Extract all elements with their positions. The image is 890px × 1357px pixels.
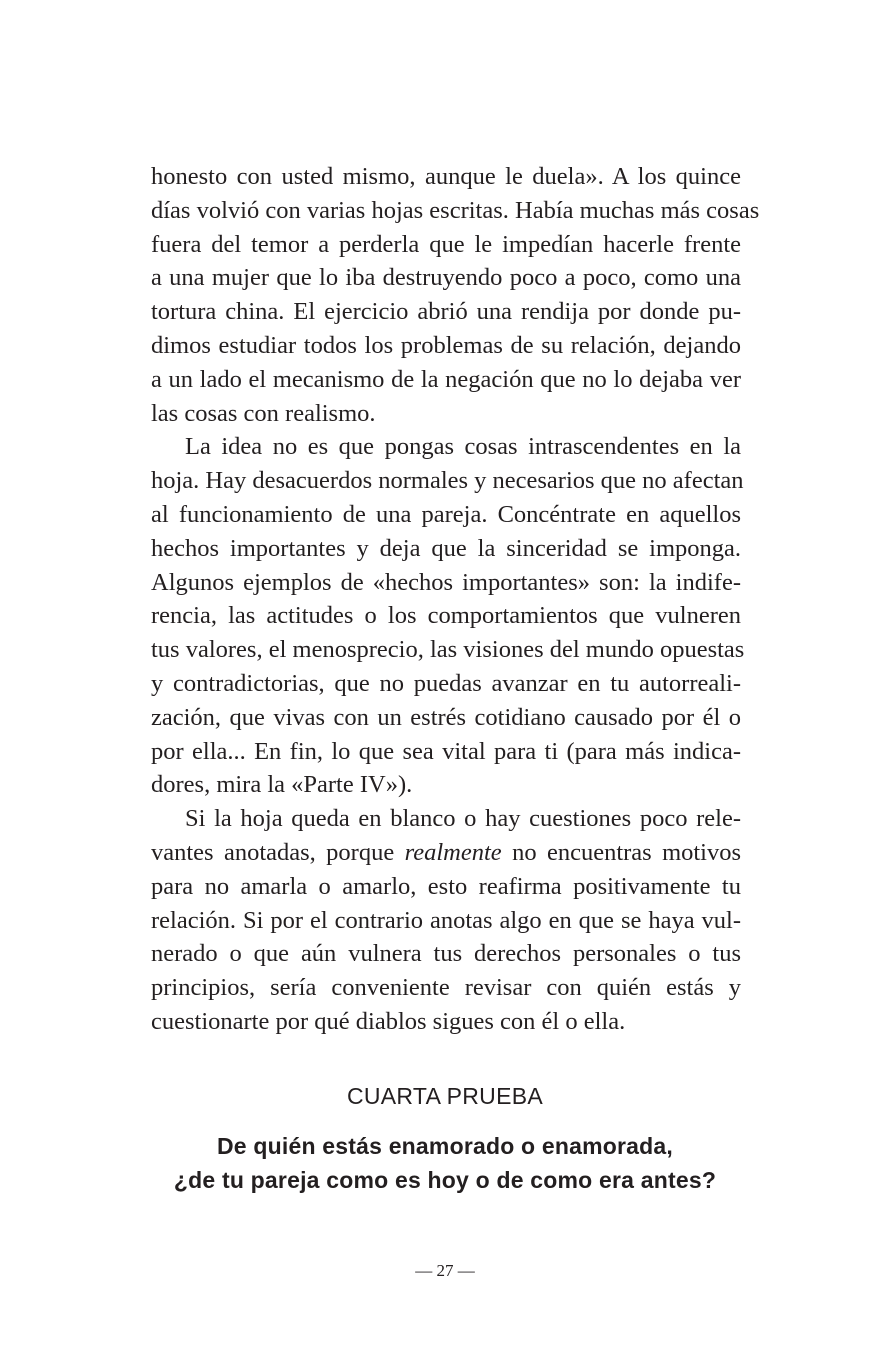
text-line: Si la hoja queda en blanco o hay cuestiones poco rele-	[185, 805, 741, 833]
text-segment: vantes anotadas, porque	[151, 838, 395, 866]
text-line: rencia, las actitudes o los comportamientos que vulneren	[151, 602, 741, 630]
text-line: días volvió con varias hojas escritas. Había muchas más cosas	[151, 196, 760, 224]
text-line: por ella... En fin, lo que sea vital para ti (para más indica-	[151, 737, 741, 765]
text-line: hechos importantes y deja que la sinceridad se imponga.	[151, 534, 741, 562]
text-line-with-italic	[151, 836, 741, 870]
text-line: dimos estudiar todos los problemas de su relación, dejando	[151, 331, 741, 359]
question-line: De quién estás enamorado o enamorada,	[216, 1133, 674, 1159]
text-line: al funcionamiento de una pareja. Concéntrate en aquellos	[151, 500, 741, 528]
text-line: dores, mira la «Parte IV»).	[151, 771, 413, 799]
body-text	[151, 160, 760, 1039]
text-line: y contradictorias, que no puedas avanzar en tu autorreali-	[151, 669, 741, 697]
text-line: honesto con usted mismo, aunque le duela». A los quince	[151, 163, 741, 190]
text-line: las cosas con realismo.	[151, 399, 376, 427]
italic-emphasis: realmente	[404, 838, 502, 866]
text-line: hoja. Hay desacuerdos normales y necesarios que no afectan	[151, 467, 744, 495]
section-heading: CUARTA PRUEBA	[346, 1083, 544, 1109]
text-line: a un lado el mecanismo de la negación que no lo dejaba ver	[151, 365, 741, 393]
text-segment: no encuentras motivos	[512, 838, 742, 866]
text-line: nerado o que aún vulnera tus derechos personales o tus	[151, 940, 741, 968]
text-line: relación. Si por el contrario anotas algo en que se haya vul-	[151, 906, 741, 934]
section-question	[0, 1129, 890, 1197]
text-line: tus valores, el menosprecio, las visiones del mundo opuestas	[151, 636, 745, 664]
text-line: La idea no es que pongas cosas intrascendentes en la	[185, 433, 741, 461]
text-line: a una mujer que lo iba destruyendo poco a poco, como una	[151, 264, 741, 292]
text-line: zación, que vivas con un estrés cotidiano causado por él o	[151, 703, 741, 731]
text-line: cuestionarte por qué diablos sigues con él o ella.	[151, 1007, 626, 1035]
text-line: para no amarla o amarlo, esto reafirma positivamente tu	[151, 872, 741, 900]
page-number: — 27 —	[415, 1261, 475, 1280]
text-line: principios, sería conveniente revisar con quién estás y	[151, 974, 741, 1002]
question-line: ¿de tu pareja como es hoy o de como era antes?	[173, 1167, 717, 1193]
text-line: fuera del temor a perderla que le impedían hacerle frente	[151, 230, 741, 258]
text-line: Algunos ejemplos de «hechos importantes» son: la indife-	[151, 568, 741, 596]
text-line: tortura china. El ejercicio abrió una rendija por donde pu-	[151, 298, 741, 326]
